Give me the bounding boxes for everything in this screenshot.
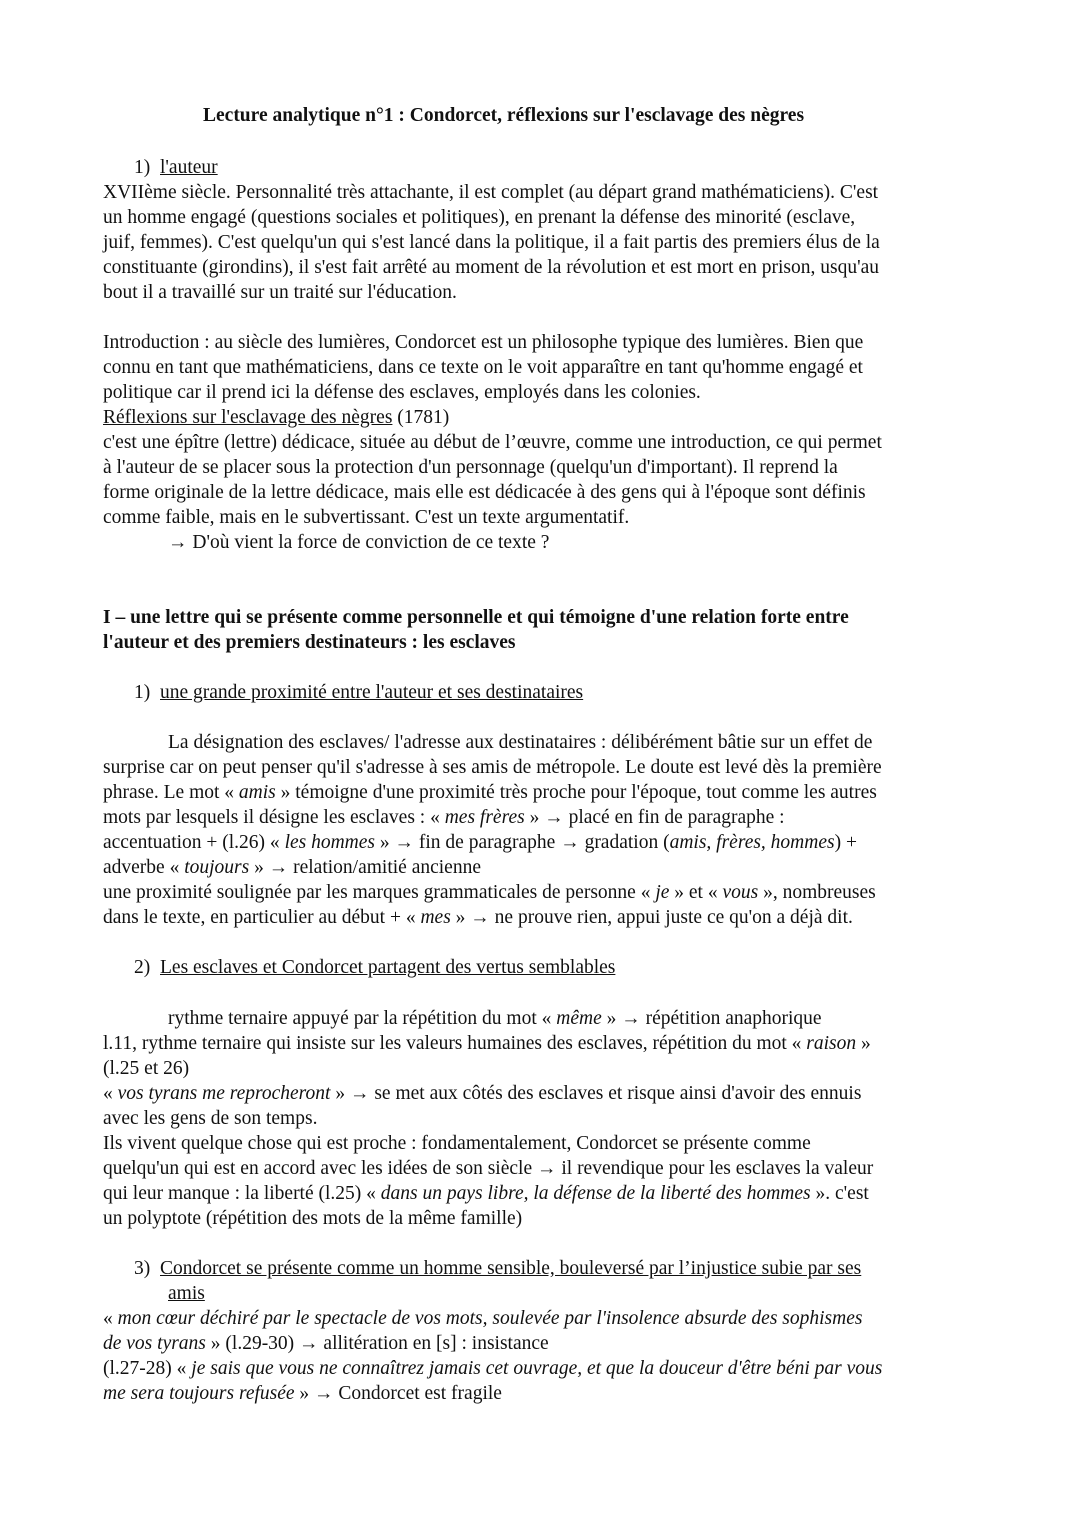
paragraph-line: avec les gens de son temps. (103, 1108, 318, 1129)
paragraph-line: (l.25 et 26) (103, 1058, 190, 1079)
paragraph-line: qui leur manque : la liberté (l.25) « dans un pays libre, la défense de la liberté des hommes ». c'est (103, 1183, 869, 1204)
subsection-heading-2 (134, 955, 615, 980)
heading-number: 2) (134, 957, 151, 978)
paragraph-line: quelqu'un qui est en accord avec les idées de son siècle → il revendique pour les esclaves la valeur (103, 1158, 874, 1179)
paragraph-line: « mon cœur déchiré par le spectacle de vos mots, soulevée par l'insolence absurde des sophismes (103, 1308, 863, 1329)
paragraph-line: constituante (girondins), il s'est fait arrêté au moment de la révolution et est mort en prison, usqu'au (103, 257, 880, 278)
intro-line: politique car il prend ici la défense des esclaves, employés dans les colonies. (103, 382, 701, 403)
heading-text: Les esclaves et Condorcet partagent des vertus semblables (160, 957, 616, 978)
paragraph-line: La désignation des esclaves/ l'adresse aux destinataires : délibérément bâtie sur un effet de (168, 732, 873, 753)
heading-number: 1) (134, 682, 151, 703)
paragraph-line: « vos tyrans me reprocheront » → se met aux côtés des esclaves et risque ainsi d'avoir des ennuis (103, 1083, 862, 1104)
paragraph-line: accentuation + (l.26) « les hommes » → fin de paragraphe → gradation (amis, frères, hommes) + (103, 832, 857, 853)
paragraph-line: juif, femmes). C'est quelqu'un qui s'est lancé dans la politique, il a fait partis des premiers élus de la (103, 232, 880, 253)
paragraph-line: surprise car on peut penser qu'il s'adresse à ses amis de métropole. Le doute est levé dès la première (103, 757, 882, 778)
paragraph-line: rythme ternaire appuyé par la répétition du mot « même » → répétition anaphorique (168, 1008, 822, 1029)
page-title: Lecture analytique n°1 : Condorcet, réflexions sur l'esclavage des nègres (203, 105, 805, 126)
paragraph-line: un homme engagé (questions sociales et politiques), en prenant la défense des minorité (esclave, (103, 207, 856, 228)
part-title-line: I – une lettre qui se présente comme personnelle et qui témoigne d'une relation forte entre (103, 607, 849, 628)
intro-line: Introduction : au siècle des lumières, Condorcet est un philosophe typique des lumières. Bien que (103, 332, 864, 353)
paragraph-line: de vos tyrans » (l.29-30) → allitération en [s] : insistance (103, 1333, 549, 1354)
heading-text-continued: amis (168, 1283, 205, 1304)
paragraph-line: adverbe « toujours » → relation/amitié ancienne (103, 857, 481, 878)
heading-text: l'auteur (160, 157, 218, 178)
intro-line: connu en tant que mathématiciens, dans ce texte on le voit apparaître en tant qu'homme engagé et (103, 357, 863, 378)
section-heading-auteur (134, 155, 218, 180)
paragraph-line: mots par lesquels il désigne les esclaves : « mes frères » → placé en fin de paragraphe : (103, 807, 785, 828)
subsection-heading-1 (134, 680, 583, 705)
intro-line: forme originale de la lettre dédicace, mais elle est dédicacée à des gens qui à l'époque sont définis (103, 482, 866, 503)
paragraph-line: l.11, rythme ternaire qui insiste sur les valeurs humaines des esclaves, répétition du mot « raison » (103, 1033, 871, 1054)
paragraph-line: (l.27-28) « je sais que vous ne connaîtrez jamais cet ouvrage, et que la douceur d'être béni par vous (103, 1358, 883, 1379)
heading-text: une grande proximité entre l'auteur et ses destinataires (160, 682, 584, 703)
work-reference (103, 405, 449, 430)
paragraph-line: un polyptote (répétition des mots de la même famille) (103, 1208, 523, 1229)
heading-number: 3) (134, 1258, 151, 1279)
paragraph-line: XVIIème siècle. Personnalité très attachante, il est complet (au départ grand mathématiciens). C'est (103, 182, 879, 203)
intro-line: c'est une épître (lettre) dédicace, située au début de l’œuvre, comme une introduction, ce qui permet (103, 432, 882, 453)
heading-text: Condorcet se présente comme un homme sensible, bouleversé par l’injustice subie par ses (160, 1258, 862, 1279)
intro-line: comme faible, mais en le subvertissant. C'est un texte argumentatif. (103, 507, 630, 528)
intro-line: à l'auteur de se placer sous la protection d'un personnage (quelqu'un d'important). Il reprend la (103, 457, 838, 478)
paragraph-line: me sera toujours refusée » → Condorcet est fragile (103, 1383, 502, 1404)
part-title-line: l'auteur et des premiers destinateurs : les esclaves (103, 632, 516, 653)
paragraph-line: phrase. Le mot « amis » témoigne d'une proximité très proche pour l'époque, tout comme les autres (103, 782, 877, 803)
paragraph-line: une proximité soulignée par les marques grammaticales de personne « je » et « vous », nombreuses (103, 882, 876, 903)
heading-number: 1) (134, 157, 151, 178)
paragraph-line: dans le texte, en particulier au début + « mes » → ne prouve rien, appui juste ce qu'on a déjà dit. (103, 907, 853, 928)
paragraph-line: bout il a travaillé sur un traité sur l'éducation. (103, 282, 457, 303)
work-year: (1781) (392, 407, 450, 428)
subsection-heading-3 (134, 1256, 861, 1281)
paragraph-line: Ils vivent quelque chose qui est proche : fondamentalement, Condorcet se présente comme (103, 1133, 811, 1154)
problematique: → D'où vient la force de conviction de ce texte ? (168, 532, 550, 553)
work-title: Réflexions sur l'esclavage des nègres (103, 407, 393, 428)
